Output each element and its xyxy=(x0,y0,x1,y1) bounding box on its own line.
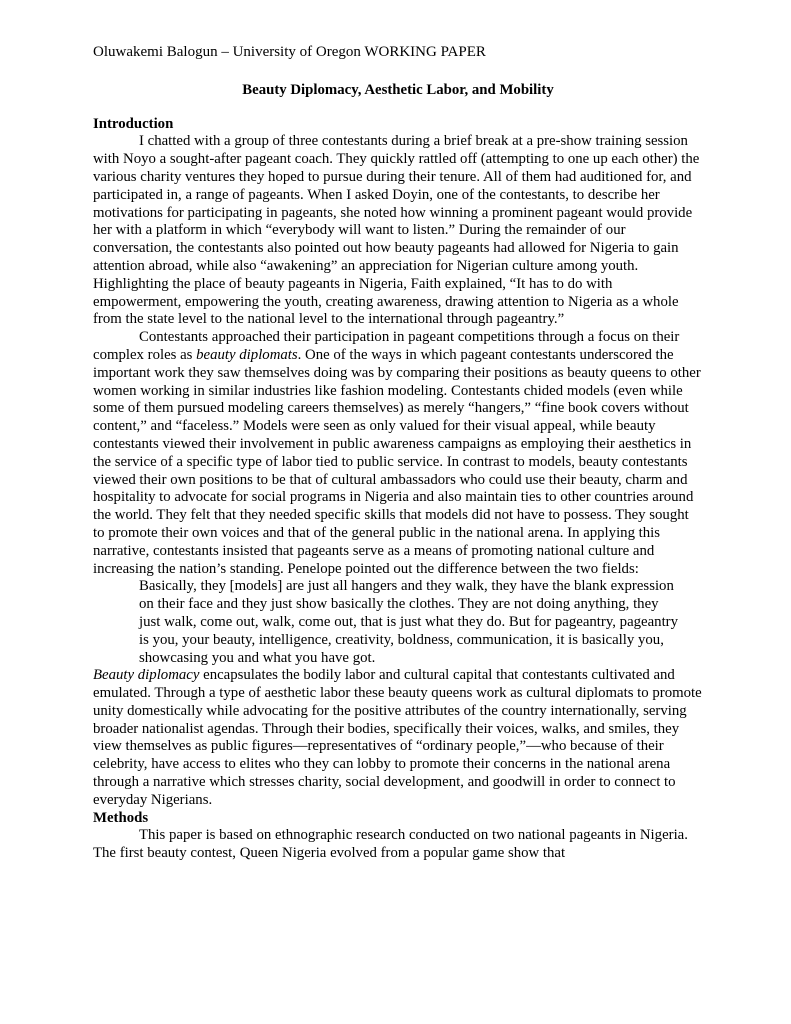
methods-paragraph-1: This paper is based on ethnographic research conducted on two national pageants in Nigeria. The first beauty contest, Queen Nigeria evolved from a popular game show that xyxy=(93,827,688,862)
p2-text-end: . One of the ways in which pageant contestants underscored the important work they saw themselves doing was by comparing their positions as beauty queens to other women working in similar industries like fashion modeling. Contestants chided models (even while some of them pursued modeling careers themselves) as merely “hangers,” “fine book covers without content,” and “faceless.” Models were seen as only valued for their visual appeal, while beauty contestants viewed their involvement in public awareness campaigns as employing their aesthetics in the service of a specific type of labor tied to public service. In contrast to models, beauty contestants viewed their own positions to be that of cultural ambassadors who could use their beauty, charm and hospitality to advocate for social programs in Nigeria and also maintain ties to other countries around the world. They felt that they needed specific skills that models did not have to possess. They sought to promote their own voices and that of the general public in the national arena. In applying this narrative, contestants insisted that pageants serve as a means of promoting national culture and increasing the nation’s standing. Penelope pointed out the difference between the two fields: xyxy=(93,346,701,577)
p3-text: encapsulates the bodily labor and cultural capital that contestants cultivated and emulated. Through a type of aesthetic labor these beauty queens work as cultural diplomats to promote unity domestically while advocating for the positive attributes of the country internationally, serving broader nationalist agendas. Through their bodies, specifically their voices, walks, and smiles, they view themselves as public figures—representatives of “ordinary people,”—who because of their celebrity, have access to elites who they can lobby to promote their concerns in the national arena through a narrative which stresses charity, social development, and goodwill in order to connect to everyday Nigerians. xyxy=(93,667,702,808)
intro-paragraph-1: I chatted with a group of three contestants during a brief break at a pre-show training session with Noyo a sought-after pageant coach. They quickly rattled off (attempting to one up each other) the various charity ventures they hoped to pursue during their tenure. All of them had auditioned for, and participated in, a range of pageants. When I asked Doyin, one of the contestants, to describe her motivations for participating in pageants, she noted how winning a prominent pageant would provide her with a platform in which “everybody will want to listen.” During the remainder of our conversation, the contestants also pointed out how beauty pageants had allowed for Nigeria to gain attention abroad, while also “awakening” an appreciation for Nigerian culture among youth. Highlighting the place of beauty pageants in Nigeria, Faith explained, “It has to do with empowerment, empowering the youth, creating awareness, drawing attention to Nigeria as a whole from the state level to the national level to the international through pageantry.” xyxy=(93,133,700,328)
p2-text-start: Contestants approached their participation in pageant competitions through a focus on their complex roles as xyxy=(93,329,680,363)
p3-italic-term: Beauty diplomacy xyxy=(93,667,200,684)
p2-italic-term: beauty diplomats xyxy=(196,346,298,363)
block-quote: Basically, they [models] are just all hangers and they walk, they have the blank expression on their face and they just show basically the clothes. They are not doing anything, they just walk, come out, walk, come out, that is just what they do. But for pageantry, pageantry is you, your beauty, intelligence, creativity, boldness, communication, it is basically you, showcasing you and what you have got. xyxy=(139,578,679,666)
introduction-heading: Introduction xyxy=(93,115,174,132)
running-header: Oluwakemi Balogun – University of Oregon WORKING PAPER xyxy=(93,44,486,60)
paper-title: Beauty Diplomacy, Aesthetic Labor, and Mobility xyxy=(242,81,554,98)
intro-paragraph-3 xyxy=(93,667,703,809)
document-page xyxy=(93,44,703,863)
intro-paragraph-2 xyxy=(93,329,703,578)
methods-heading: Methods xyxy=(93,809,149,826)
